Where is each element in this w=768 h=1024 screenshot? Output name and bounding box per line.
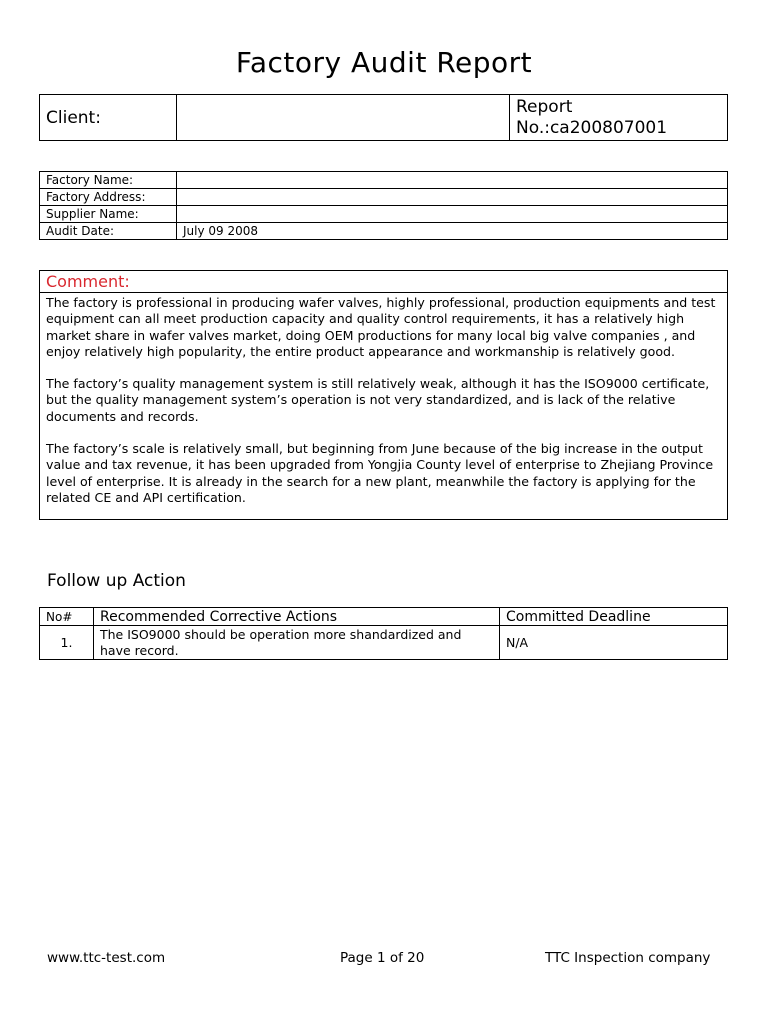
- factory-info-row: [40, 223, 728, 240]
- report-title: Factory Audit Report: [235, 46, 533, 79]
- comment-paragraph: The factory’s quality management system is still relatively weak, although it has the ISO9000 certificate, but the quality management system’s operation is not very standardized, and is lack of the relative documents and records.: [46, 376, 710, 424]
- comment-paragraph: The factory’s scale is relatively small, but beginning from June because of the big increase in the output value and tax revenue, it has been upgraded from Yongjia County level of enterprise to Zhejiang Province level of enterprise. It is already in the search for a new plant, meanwhile the factory is applying for the related CE and API certification.: [46, 441, 714, 505]
- report-number-label: Report: [516, 96, 573, 117]
- factory-address-value: [177, 189, 728, 206]
- column-header-actions: Recommended Corrective Actions: [94, 608, 500, 626]
- factory-info-row: [40, 189, 728, 206]
- column-header-deadline: Committed Deadline: [500, 608, 728, 626]
- footer-company: TTC Inspection company: [545, 950, 711, 966]
- row-action: The ISO9000 should be operation more shandardized and have record.: [94, 626, 500, 660]
- follow-up-title: Follow up Action: [47, 571, 186, 591]
- supplier-name-value: [177, 206, 728, 223]
- table-row: [40, 626, 728, 660]
- audit-date-value: July 09 2008: [177, 223, 728, 240]
- follow-up-table: [39, 607, 728, 660]
- comment-body: [40, 293, 728, 520]
- column-header-no: No#: [40, 608, 94, 626]
- footer-page-number: Page 1 of 20: [340, 950, 425, 966]
- client-report-table: [39, 94, 728, 141]
- footer-website: www.ttc-test.com: [47, 950, 166, 966]
- factory-info-row: [40, 172, 728, 189]
- client-value: [177, 95, 510, 141]
- client-label: Client:: [40, 95, 177, 141]
- report-number-cell: [510, 95, 728, 141]
- audit-date-label: Audit Date:: [40, 223, 177, 240]
- factory-info-row: [40, 206, 728, 223]
- factory-name-label: Factory Name:: [40, 172, 177, 189]
- factory-address-label: Factory Address:: [40, 189, 177, 206]
- row-number: 1.: [40, 626, 94, 660]
- comment-table: [39, 270, 728, 520]
- factory-info-table: [39, 171, 728, 240]
- report-number-value: No.:ca200807001: [516, 117, 668, 138]
- row-deadline: N/A: [500, 626, 728, 660]
- comment-heading: Comment:: [40, 271, 728, 293]
- table-header-row: [40, 608, 728, 626]
- factory-name-value: [177, 172, 728, 189]
- comment-paragraph: The factory is professional in producing wafer valves, highly professional, production equipments and test equipment can all meet production capacity and quality control requirements, it has a relatively high market share in wafer valves market, doing OEM productions for many local big valve companies , and enjoy relatively high popularity, the entire product appearance and workmanship is relatively good.: [46, 295, 716, 359]
- supplier-name-label: Supplier Name:: [40, 206, 177, 223]
